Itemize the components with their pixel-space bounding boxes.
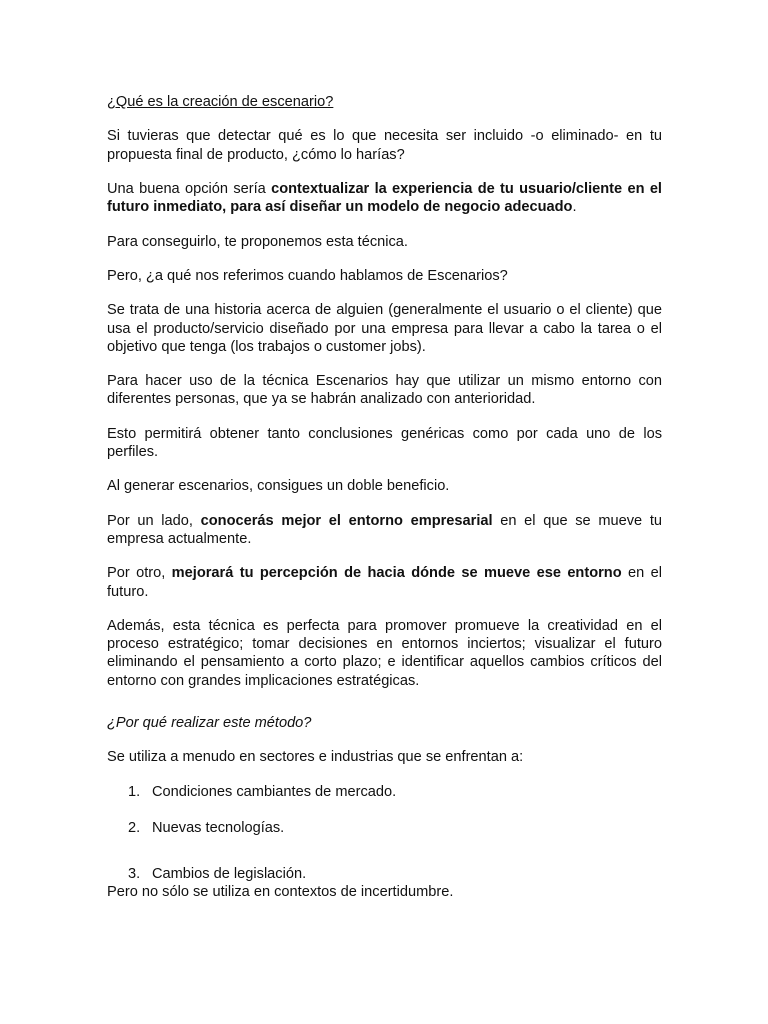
paragraph-second-benefit-bold: mejorará tu percepción de hacia dónde se mueve ese entorno [171,565,622,582]
paragraph-additional-benefits: Además, esta técnica es perfecta para promover promueve la creatividad en el proceso estratégico; tomar decisiones en entornos inciertos; visualizar el futuro eliminando el pensamiento a corto plazo; e identificar aquellos cambios críticos del entorno con grandes implicaciones estratégicas. [107,617,662,689]
paragraph-scenarios-question: Pero, ¿a qué nos referimos cuando hablamos de Escenarios? [107,267,508,284]
paragraph-closing: Pero no sólo se utiliza en contextos de incertidumbre. [107,884,454,901]
paragraph-first-benefit-bold: conocerás mejor el entorno empresarial [200,512,493,529]
numbered-list [107,783,662,884]
list-item-text: Nuevas tecnologías. [152,819,285,836]
paragraph-first-benefit-pre: Por un lado, [107,512,201,529]
paragraph-first-benefit-post: en el que se mueve tu empresa actualmente. [107,512,663,547]
list-item [107,819,662,837]
paragraph-same-environment: Para hacer uso de la técnica Escenarios hay que utilizar un mismo entorno con diferentes personas, que ya se habrán analizado con anterioridad. [107,373,662,408]
section-heading-why: ¿Por qué realizar este método? [107,714,312,731]
document-page [107,93,662,918]
paragraph-technique: Para conseguirlo, te proponemos esta técnica. [107,233,408,250]
paragraph-good-option-pre: Una buena opción sería [107,180,272,197]
list-item [107,865,662,883]
paragraph-second-benefit-pre: Por otro, [107,565,172,582]
paragraph-story-definition: Se trata de una historia acerca de alguien (generalmente el usuario o el cliente) que usa el producto/servicio diseñado por una empresa para llevar a cabo la tarea o el objetivo que tenga (los trabajos o customer jobs). [107,302,662,355]
paragraph-industries: Se utiliza a menudo en sectores e industrias que se enfrentan a: [107,749,524,766]
paragraph-good-option-bold: contextualizar la experiencia de tu usuario/cliente en el futuro inmediato, para así diseñar un modelo de negocio adecuado [107,180,662,216]
list-item-text: Condiciones cambiantes de mercado. [152,783,397,800]
list-item-text: Cambios de legislación. [152,865,307,882]
list-item [107,783,662,801]
list-item-number: 2. [128,819,141,836]
paragraph-second-benefit-post: en el futuro. [107,565,662,600]
paragraph-intro-question: Si tuvieras que detectar qué es lo que necesita ser incluido -o eliminado- en tu propuesta final de producto, ¿cómo lo harías? [107,128,662,163]
paragraph-conclusions: Esto permitirá obtener tanto conclusiones genéricas como por cada uno de los perfiles. [107,425,662,460]
list-item-number: 3. [128,865,141,882]
paragraph-good-option [107,180,662,216]
paragraph-double-benefit: Al generar escenarios, consigues un doble beneficio. [107,478,450,495]
paragraph-first-benefit [107,512,662,548]
paragraph-good-option-post: . [572,199,577,216]
list-item-number: 1. [128,783,141,800]
paragraph-second-benefit [107,564,662,600]
document-title: ¿Qué es la creación de escenario? [107,94,334,110]
